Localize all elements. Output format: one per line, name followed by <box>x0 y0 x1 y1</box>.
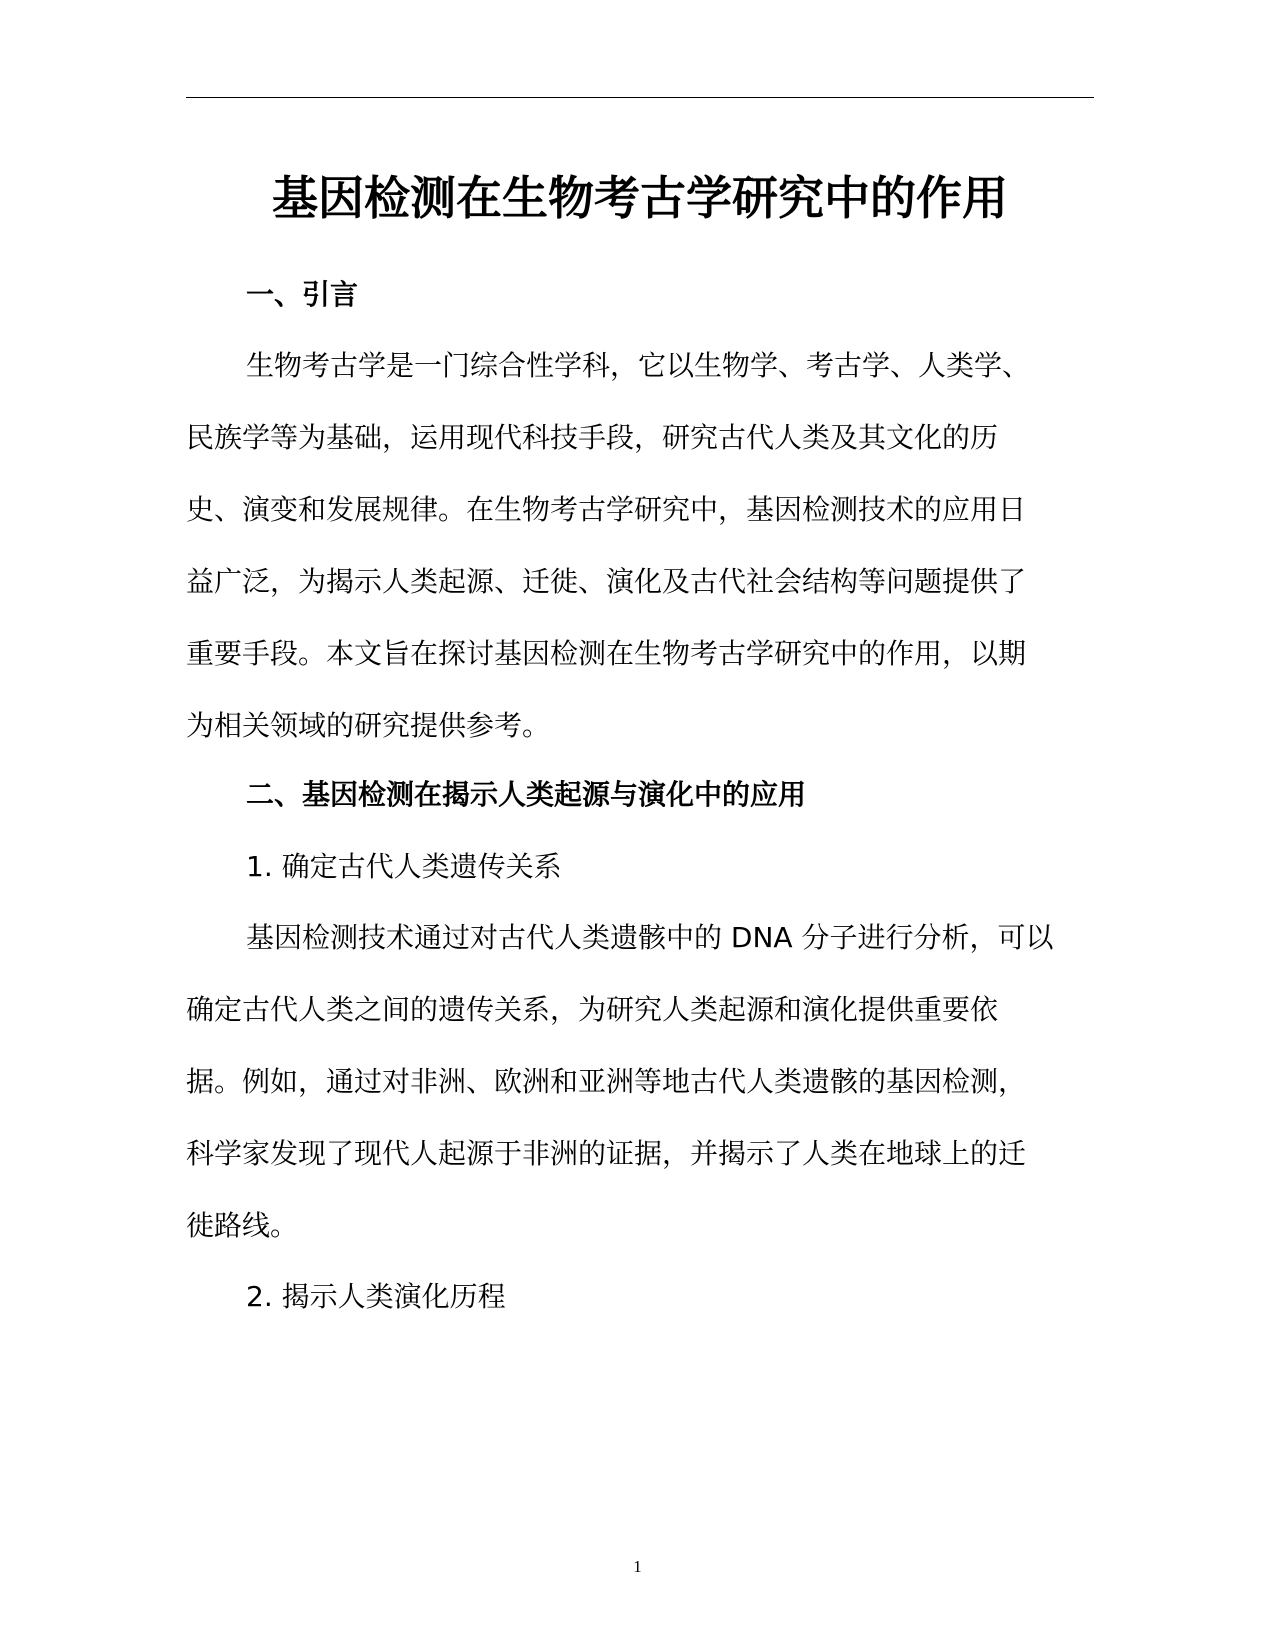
paragraph-line: 史、演变和发展规律。在生物考古学研究中，基因检测技术的应用日 <box>186 493 1027 526</box>
page-number: 1 <box>633 1557 642 1576</box>
paragraph-line: 为相关领域的研究提供参考。 <box>186 709 551 742</box>
paragraph-line: 重要手段。本文旨在探讨基因检测在生物考古学研究中的作用，以期 <box>186 637 1027 670</box>
section-heading-introduction: 一、引言 <box>246 278 359 311</box>
paragraph-line: 益广泛，为揭示人类起源、迁徙、演化及古代社会结构等问题提供了 <box>186 565 1027 598</box>
paragraph-line: 科学家发现了现代人起源于非洲的证据，并揭示了人类在地球上的迁 <box>186 1137 1027 1170</box>
section-heading-origin-evolution: 二、基因检测在揭示人类起源与演化中的应用 <box>246 778 807 811</box>
paragraph-line: 民族学等为基础，运用现代科技手段，研究古代人类及其文化的历 <box>186 421 999 454</box>
paragraph-line: 生物考古学是一门综合性学科，它以生物学、考古学、人类学、 <box>246 349 1031 382</box>
document-title: 基因检测在生物考古学研究中的作用 <box>272 171 1008 225</box>
header-rule <box>186 97 1094 98</box>
subsection-heading-genetic-relations: 1. 确定古代人类遗传关系 <box>246 850 562 883</box>
paragraph-line: 徙路线。 <box>186 1209 299 1242</box>
subsection-heading-evolution-course: 2. 揭示人类演化历程 <box>246 1280 506 1313</box>
paragraph-line: 据。例如，通过对非洲、欧洲和亚洲等地古代人类遗骸的基因检测， <box>186 1065 1027 1098</box>
paragraph-line: 基因检测技术通过对古代人类遗骸中的 DNA 分子进行分析，可以 <box>246 921 1054 954</box>
paragraph-line: 确定古代人类之间的遗传关系，为研究人类起源和演化提供重要依 <box>186 993 999 1026</box>
